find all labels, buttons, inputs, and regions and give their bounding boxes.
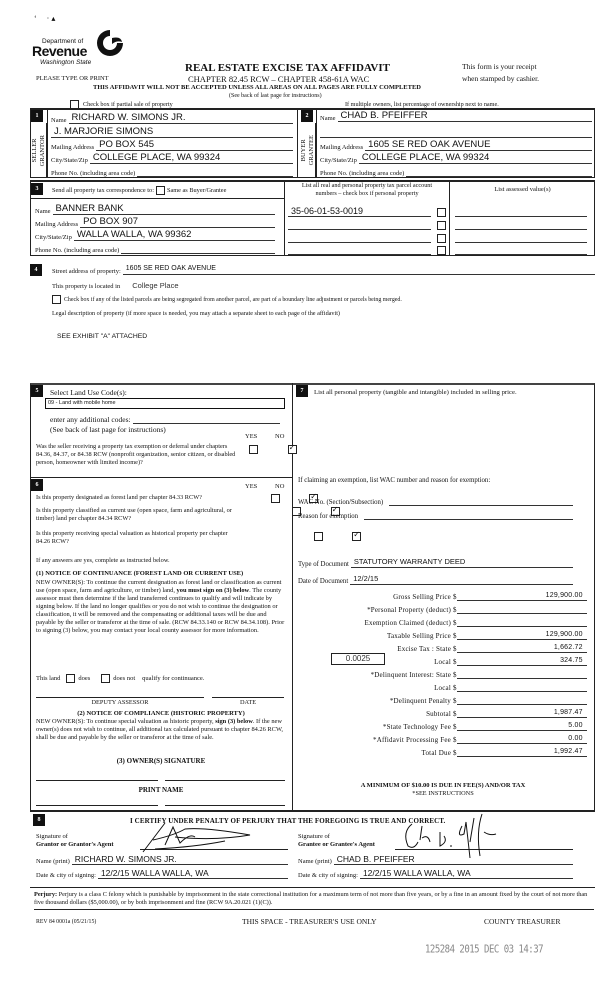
section-5-badge: 5 <box>31 385 43 397</box>
buyer-phone-row: Phone No. (including area code) <box>320 165 592 177</box>
buyer-side-label <box>300 123 316 178</box>
owner-signature-title: (3) OWNER(S) SIGNATURE <box>116 757 206 765</box>
personal-property-checkbox[interactable] <box>437 246 446 255</box>
grantor-name-row: Name (print) RICHARD W. SIMONS JR. <box>36 853 288 865</box>
section-2-badge: 2 <box>301 110 313 122</box>
deputy-assessor-line <box>36 697 204 698</box>
buyer-mailing-field[interactable]: 1605 SE RED OAK AVENUE <box>365 139 592 151</box>
parcel-row-2 <box>288 218 446 230</box>
additional-codes-row: enter any additional codes: <box>50 412 280 424</box>
street-row: Street address of property: 1605 SE RED OAK AVENUE <box>52 263 595 275</box>
s6-question-2: Is this property classified as current use (open space, farm and agricultural, or timber) land per chapter 84.34 RCW? <box>36 507 232 522</box>
logo-line1: Department of <box>42 38 84 45</box>
s6-no-header: NO <box>275 483 285 490</box>
delinquent-interest-state-row: *Delinquent Interest: State $ <box>292 668 587 679</box>
form-subtitle: CHAPTER 82.45 RCW – CHAPTER 458-61A WAC <box>188 74 370 84</box>
doc-type-field[interactable]: STATUTORY WARRANTY DEED <box>351 556 573 568</box>
box-divider <box>297 108 298 178</box>
owner-sig-line-2[interactable] <box>165 780 285 781</box>
land-use-see-back: (See back of last page for instructions) <box>50 425 166 434</box>
legal-description[interactable]: SEE EXHIBIT "A" ATTACHED <box>57 333 148 340</box>
section-3-badge: 3 <box>31 183 43 195</box>
buyer-name2-row <box>320 126 592 138</box>
located-row: This property is located in College Place <box>52 281 179 290</box>
seller-name-field[interactable]: RICHARD W. SIMONS JR. <box>69 112 293 124</box>
reason-row: Reason for exemption <box>298 508 573 520</box>
grantor-signature <box>135 815 255 855</box>
perjury-notice: Perjury: Perjury is a class C felony which is punishable by imprisonment in the state correctional institution for a maximum term of not more than five years, or by a fine in an amount fixed by the court of not more than five thousand dollars ($5,000.00), or by both imprisonment and fine (RCW 9A.20.021 (1)(C)). <box>34 891 594 910</box>
excise-state-row: Excise Tax : State $ 1,662.72 <box>292 642 587 653</box>
delinquent-penalty-row: *Delinquent Penalty $ <box>292 694 587 705</box>
segregated-row: Check box if any of the listed parcels are being segregated from another parcel, are part of a boundary line adjustment or parcels being merged. <box>52 295 402 304</box>
treasurer-use: THIS SPACE - TREASURER'S USE ONLY <box>242 917 377 926</box>
street-field[interactable]: 1605 SE RED OAK AVENUE <box>123 263 595 275</box>
please-type: PLEASE TYPE OR PRINT <box>36 75 109 82</box>
exemption-claimed-field[interactable] <box>457 616 587 627</box>
grantor-date-row: Date & city of signing: 12/2/15 WALLA WALLA, WA <box>36 867 288 879</box>
same-as-buyer-checkbox[interactable] <box>156 186 165 195</box>
seller-name2-field[interactable]: J. MARJORIE SIMONS <box>51 126 293 138</box>
parcel-number-field[interactable] <box>288 243 431 255</box>
land-use-select[interactable]: 09 - Land with mobile home <box>45 398 285 409</box>
corr-name-row: Name BANNER BANK <box>35 203 275 215</box>
exemption-title: If claiming an exemption, list WAC number and reason for exemption: <box>298 477 491 484</box>
s6-question-3: Is this property receiving special valuation as historical property per chapter 84.26 RCW? <box>36 530 228 545</box>
corr-phone-field[interactable] <box>121 242 275 254</box>
grantee-date-field[interactable]: 12/2/15 WALLA WALLA, WA <box>360 867 573 879</box>
notice1-title: (1) NOTICE OF CONTINUANCE (FOREST LAND OR CURRENT USE) <box>36 570 244 577</box>
doc-date-field[interactable]: 12/2/15 <box>350 573 573 585</box>
receipt-note-1: This form is your receipt <box>462 62 537 71</box>
logo-line2: Revenue <box>32 43 87 59</box>
affidavit-processing-fee-field[interactable]: 0.00 <box>457 733 587 744</box>
taxable-selling-price-row: Taxable Selling Price $ 129,900.00 <box>292 629 587 640</box>
legal-label: Legal description of property (if more space is needed, you may attach a separate sheet to each page of the affidavit) <box>52 310 340 317</box>
exemption-question: Was the seller receiving a property tax exemption or deferral under chapters 84.36, 84.37, or 84.38 RCW (nonprofit organization, senior citizen, or disabled person, homeowner with limited income)? <box>36 443 236 466</box>
personal-property-label: List all personal property (tangible and intangible) included in selling price. <box>314 389 517 396</box>
send-to-row: Send all property tax correspondence to: Same as Buyer/Grantee <box>52 187 227 194</box>
total-due-row: Total Due $ 1,992.47 <box>292 746 587 757</box>
section-8-badge: 8 <box>33 814 45 826</box>
segregated-checkbox[interactable] <box>52 295 61 304</box>
dor-swirl-logo-icon <box>95 28 125 58</box>
parcel-number-field[interactable] <box>288 231 431 243</box>
historic-yes-checkbox[interactable] <box>314 532 323 541</box>
section-6-badge: 6 <box>31 479 43 491</box>
subtotal-row: Subtotal $ 1,987.47 <box>292 707 587 718</box>
does-not-checkbox[interactable] <box>101 674 110 683</box>
state-technology-fee-field[interactable]: 5.00 <box>457 720 587 731</box>
wac-field[interactable] <box>389 494 573 506</box>
land-use-title: Select Land Use Code(s): <box>50 388 127 397</box>
forest-yes-checkbox[interactable] <box>271 494 280 503</box>
seller-side-label <box>31 123 47 178</box>
seller-name-row: Name RICHARD W. SIMONS JR. <box>51 112 293 124</box>
buyer-mailing-row: Mailing Address 1605 SE RED OAK AVENUE <box>320 139 592 151</box>
corr-phone-row: Phone No. (including area code) <box>35 242 275 254</box>
personal-property-checkbox[interactable] <box>437 221 446 230</box>
print-name-line-2[interactable] <box>165 805 285 806</box>
personal-property-deduct-row: *Personal Property (deduct) $ <box>292 603 587 614</box>
buyer-city-row: City/State/Zip COLLEGE PLACE, WA 99324 <box>320 152 592 164</box>
section-1-badge: 1 <box>31 110 43 122</box>
gross-selling-price-row: Gross Selling Price $ 129,900.00 <box>292 590 587 601</box>
yes-header: YES <box>245 433 258 440</box>
continuance-row: This land does does not qualify for continuance. <box>36 675 205 682</box>
subtotal-field[interactable]: 1,987.47 <box>457 707 587 718</box>
assessed-field[interactable] <box>455 243 587 255</box>
scan-marks: ‘ · ▴ <box>34 14 56 23</box>
state-technology-fee-row: *State Technology Fee $ 5.00 <box>292 720 587 731</box>
seller-phone-row: Phone No. (including area code) <box>51 165 293 177</box>
exemption-no-checkbox[interactable] <box>288 445 297 454</box>
corr-mailing-row: Mailing Address PO BOX 907 <box>35 216 275 228</box>
see-back-note: (See back of last page for instructions) <box>229 93 322 99</box>
additional-codes-field[interactable] <box>133 412 280 424</box>
section-7-badge: 7 <box>296 385 308 397</box>
owner-sig-line-1[interactable] <box>36 780 158 781</box>
excise-local-row: Local $ 324.75 <box>292 655 587 666</box>
seller-mailing-row: Mailing Address PO BOX 545 <box>51 139 293 151</box>
personal-property-checkbox[interactable] <box>437 208 446 217</box>
personal-property-checkbox[interactable] <box>437 234 446 243</box>
delinquent-interest-state-field[interactable] <box>457 668 587 679</box>
historic-no-checkbox[interactable] <box>352 532 361 541</box>
seller-side-text: SELLER GRANTOR <box>30 134 46 167</box>
form-title: REAL ESTATE EXCISE TAX AFFIDAVIT <box>185 62 390 74</box>
parcel-number-field[interactable] <box>288 218 431 230</box>
personal-property-field[interactable] <box>300 412 585 468</box>
personal-property-deduct-field[interactable] <box>457 603 587 614</box>
grantee-date-row: Date & city of signing: 12/2/15 WALLA WALLA, WA <box>298 867 573 879</box>
gross-selling-price-field[interactable]: 129,900.00 <box>457 590 587 601</box>
assessed-field[interactable] <box>455 231 587 243</box>
notice1-text: NEW OWNER(S): To continue the current designation as forest land or classification as current use (open space, farm and agriculture, or timber) land, you must sign on (3) below. The county assessor must then determine if the land transferred continues to qualify and will indicate by signing below. If the land no longer qualifies or you do not wish to continue the designation or classification, it will be removed and the compensating or additional taxes will be due and payable by the seller or transferor at the time of sale. (RCW 84.33.140 or RCW 84.34.108). Prior to signing (3) below, you may contact your local county assessor for more information. <box>36 579 285 634</box>
no-header: NO <box>275 433 285 440</box>
s6-yes-header: YES <box>245 483 258 490</box>
grantee-name-row: Name (print) CHAD B. PFEIFFER <box>298 853 573 865</box>
corr-name-field[interactable]: BANNER BANK <box>53 203 275 215</box>
county-treasurer: COUNTY TREASURER <box>484 917 561 926</box>
s6-question-1: Is this property designated as forest land per chapter 84.33 RCW? <box>36 494 202 501</box>
parcel-row-3 <box>288 231 446 243</box>
parcel-row-1 <box>288 205 446 217</box>
does-checkbox[interactable] <box>66 674 75 683</box>
multiple-owners-note: If multiple owners, list percentage of ownership next to name. <box>345 101 499 108</box>
doc-date-row: Date of Document 12/2/15 <box>298 573 573 585</box>
seller-city-field[interactable]: COLLEGE PLACE, WA 99324 <box>90 152 293 164</box>
assessed-field[interactable] <box>455 218 587 230</box>
doc-type-row: Type of Document STATUTORY WARRANTY DEED <box>298 556 573 568</box>
located-field[interactable]: College Place <box>132 281 179 290</box>
corr-city-field[interactable]: WALLA WALLA, WA 99362 <box>74 229 275 241</box>
excise-local-field[interactable]: 324.75 <box>457 655 587 666</box>
seller-city-row: City/State/Zip COLLEGE PLACE, WA 99324 <box>51 152 293 164</box>
buyer-name-field[interactable]: CHAD B. PFEIFFER <box>338 110 592 122</box>
dor-logo <box>32 28 132 68</box>
buyer-side-text: BUYER GRANTEE <box>299 135 315 166</box>
partial-sale-label: Check box if partial sale of property <box>83 100 173 108</box>
corr-city-row: City/State/Zip WALLA WALLA, WA 99362 <box>35 229 275 241</box>
date-label: DATE <box>239 699 257 706</box>
minimum-note: A MINIMUM OF $10.00 IS DUE IN FEE(S) AND/OR TAX <box>360 782 526 789</box>
warning-text: THIS AFFIDAVIT WILL NOT BE ACCEPTED UNLESS ALL AREAS ON ALL PAGES ARE FULLY COMPLETED <box>93 84 421 91</box>
grantor-sig-label: Signature of Grantor or Grantor's Agent <box>36 833 114 848</box>
delinquent-interest-local-row: Local $ <box>292 681 587 692</box>
receipt-stamp: 125284 2015 DEC 03 14:37 <box>425 944 544 956</box>
assessed-field[interactable] <box>455 205 587 217</box>
notice2-text: NEW OWNER(S): To continue special valuation as historic property, sign (3) below. If the new owner(s) does not wish to continue, all additional tax calculated pursuant to chapter 84.26 RCW, shall be due and payable by the seller or transferor at the time of sale. <box>36 718 283 741</box>
grantor-name-field[interactable]: RICHARD W. SIMONS JR. <box>72 853 288 865</box>
parcel-header: List all real and personal property tax parcel account numbers – check box if personal property <box>301 182 433 197</box>
notice2-title: (2) NOTICE OF COMPLIANCE (HISTORIC PROPERTY) <box>77 710 245 717</box>
wac-row: WAC No. (Section/Subsection) <box>298 494 573 506</box>
buyer-city-field[interactable]: COLLEGE PLACE, WA 99324 <box>359 152 592 164</box>
taxable-selling-price-field[interactable]: 129,900.00 <box>457 629 587 640</box>
section-4-badge: 4 <box>30 264 42 276</box>
logo-line3: Washington State <box>40 59 92 66</box>
delinquent-penalty-field[interactable] <box>457 694 587 705</box>
deputy-assessor-label: DEPUTY ASSESSOR <box>91 699 149 706</box>
delinquent-interest-local-field[interactable] <box>457 681 587 692</box>
reason-field[interactable] <box>364 508 573 520</box>
print-name-line-1[interactable] <box>36 805 158 806</box>
grantor-date-field[interactable]: 12/2/15 WALLA WALLA, WA <box>98 867 288 879</box>
excise-state-field[interactable]: 1,662.72 <box>457 642 587 653</box>
seller-mailing-field[interactable]: PO BOX 545 <box>96 139 293 151</box>
parcel-number-field[interactable]: 35-06-01-53-0019 <box>288 205 431 217</box>
if-yes-note: If any answers are yes, complete as instructed below. <box>36 557 170 564</box>
see-instructions-note: *SEE INSTRUCTIONS <box>412 790 474 797</box>
seller-phone-field[interactable] <box>137 165 293 177</box>
seller-name2-row <box>51 126 293 138</box>
date-line <box>212 697 284 698</box>
total-due-field[interactable]: 1,992.47 <box>457 746 587 757</box>
receipt-note-2: when stamped by cashier. <box>462 74 540 83</box>
grantee-sig-label: Signature of Grantee or Grantee's Agent <box>298 833 375 848</box>
buyer-phone-field[interactable] <box>406 165 592 177</box>
exemption-claimed-row: Exemption Claimed (deduct) $ <box>292 616 587 627</box>
buyer-name2-field[interactable] <box>320 126 592 138</box>
affidavit-processing-fee-row: *Affidavit Processing Fee $ 0.00 <box>292 733 587 744</box>
form-number: REV 84 0001a (05/21/15) <box>36 919 97 925</box>
exemption-yes-checkbox[interactable] <box>249 445 258 454</box>
print-name-label: PRINT NAME <box>138 786 184 794</box>
local-rate-field[interactable]: 0.0025 <box>331 653 385 665</box>
buyer-name-row: Name CHAD B. PFEIFFER <box>320 110 592 122</box>
assessed-header: List assessed value(s) <box>494 186 551 193</box>
corr-mailing-field[interactable]: PO BOX 907 <box>80 216 275 228</box>
certification-statement: I CERTIFY UNDER PENALTY OF PERJURY THAT THE FOREGOING IS TRUE AND CORRECT. <box>130 817 446 825</box>
parcel-row-4 <box>288 243 446 255</box>
grantee-name-field[interactable]: CHAD B. PFEIFFER <box>334 853 573 865</box>
